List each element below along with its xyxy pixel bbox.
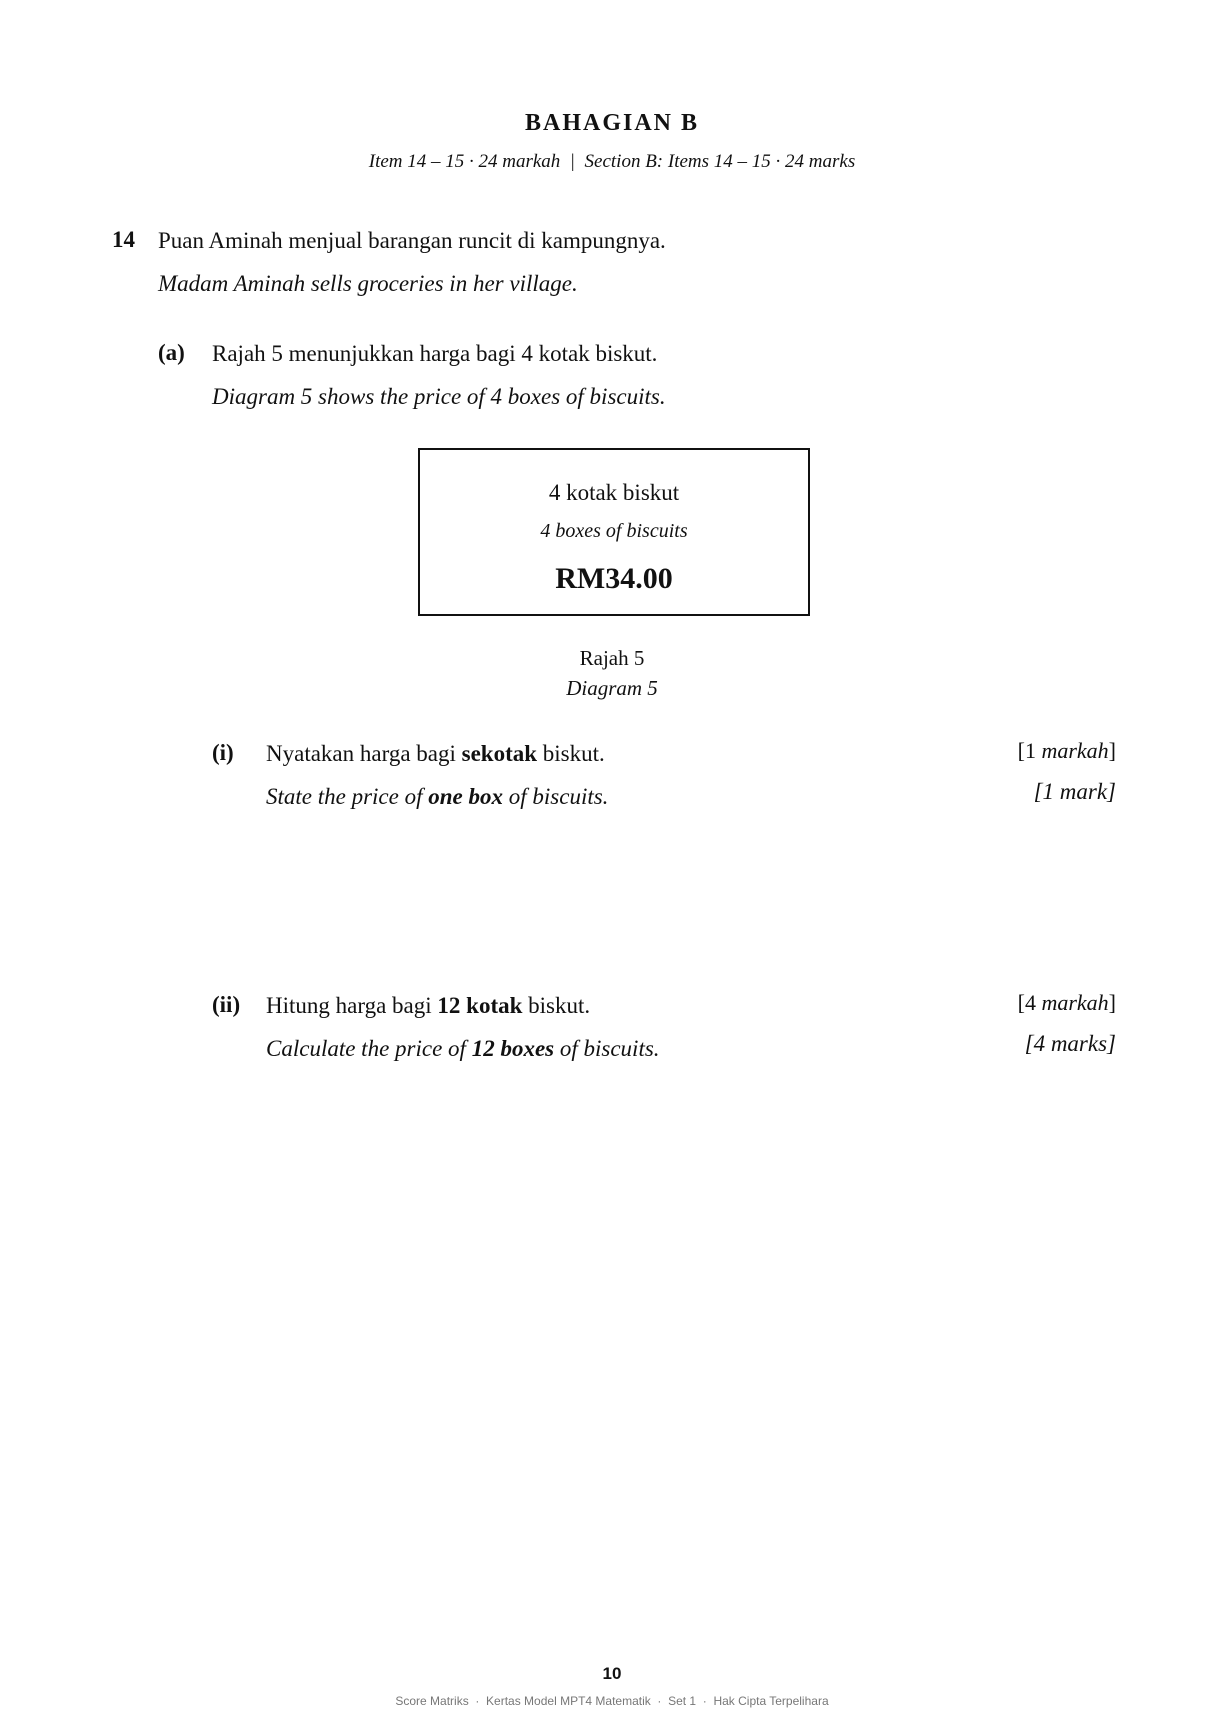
sub-i-marks-en: [1 mark] [1033,779,1116,804]
diagram-line-en: 4 boxes of biscuits [540,520,688,542]
sub-ii-marks-ms-open: [4 [1017,990,1042,1015]
diagram-price: RM34.00 [555,562,673,595]
sub-i-ms-post: biskut. [537,741,605,766]
diagram-caption-en: Diagram 5 [566,676,658,700]
diagram-5-box [418,448,810,616]
page-number: 10 [602,1664,622,1683]
sub-ii-marks-ms-word: markah [1041,990,1109,1015]
sub-ii-text-en [266,1035,660,1063]
sub-i-label: (i) [212,740,234,765]
sub-i-ms-pre: Nyatakan harga bagi [266,741,462,766]
sub-i-marks-ms-open: [1 [1017,738,1042,763]
sub-i-marks-ms-close: ] [1108,738,1116,763]
sub-ii-ms-pre: Hitung harga bagi [266,993,438,1018]
sub-i-en-post: of biscuits. [503,784,609,809]
sub-i-en-bold: one box [428,784,503,809]
diagram-caption-ms: Rajah 5 [579,646,645,670]
sub-ii-ms-bold: 12 kotak [437,993,523,1018]
sub-ii-label: (ii) [212,992,241,1017]
sub-ii-marks-ms [1018,990,1116,1016]
part-a-text-ms: Rajah 5 menunjukkan harga bagi 4 kotak biskut. [212,341,658,366]
sub-ii-text-ms [266,992,590,1020]
page-footer: Score Matriks · Kertas Model MPT4 Matematik · Set 1 · Hak Cipta Terpelihara [395,1694,829,1708]
sub-i-marks-ms-word: markah [1041,738,1109,763]
sub-i-en-pre: State the price of [266,784,429,809]
sub-i-ms-bold: sekotak [461,741,538,766]
question-number: 14 [112,227,135,252]
sub-ii-en-bold: 12 boxes [471,1036,555,1061]
sub-ii-ms-post: biskut. [522,993,591,1018]
sub-i-marks-ms [1018,738,1116,764]
sub-i-text-en [266,783,608,811]
part-a-label: (a) [158,340,185,365]
section-subtitle: Item 14 – 15 · 24 markah | Section B: Items 14 – 15 · 24 marks [368,151,856,172]
sub-i-text-ms [266,740,605,768]
question-stem-ms: Puan Aminah menjual barangan runcit di kampungnya. [158,228,666,253]
diagram-line-ms: 4 kotak biskut [548,480,680,505]
sub-ii-marks-en: [4 marks] [1024,1031,1116,1056]
question-stem-en: Madam Aminah sells groceries in her village. [158,271,578,296]
sub-ii-en-post: of biscuits. [554,1036,660,1061]
sub-ii-en-pre: Calculate the price of [266,1036,472,1061]
part-a-text-en: Diagram 5 shows the price of 4 boxes of biscuits. [212,384,666,409]
sub-ii-marks-ms-close: ] [1108,990,1116,1015]
section-title: BAHAGIAN B [524,110,700,136]
